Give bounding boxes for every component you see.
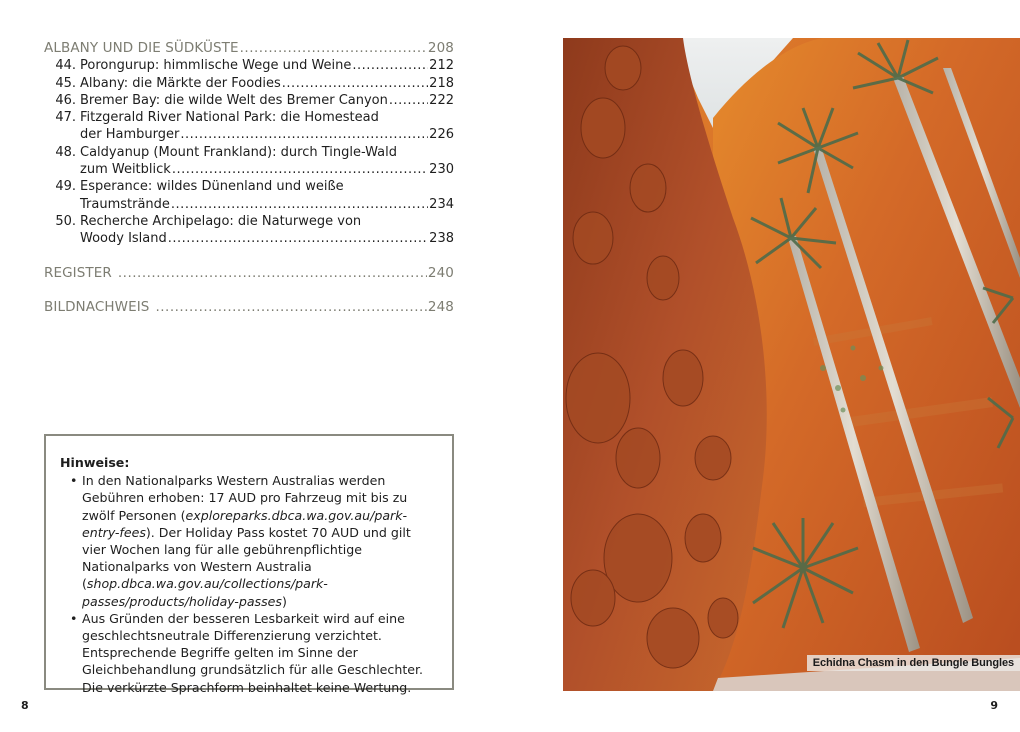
notice-item-language xyxy=(60,610,438,696)
notice-text: ). Der Holiday Pass kostet 70 AUD und gilt vier Wochen lang für alle gebührenpflichtige Nationalparks von Western Australia ( xyxy=(82,524,411,592)
toc-page-number: 240 xyxy=(427,264,454,281)
notice-text: Aus Gründen der besseren Lesbarkeit wird auf eine geschlechtsneutrale Differenzierung verzichtet. Entsprechende Begriffe gelten im Sinne der Gleichbehandlung grundsätzlich für alle Geschlechter. Die verkürzte Sprachform beinhaltet keine Wertung. xyxy=(82,610,424,695)
toc-page-number: 234 xyxy=(429,196,454,212)
toc-entry-number: 50. xyxy=(55,213,76,229)
toc-entry-title-continued: der Hamburger xyxy=(80,127,180,143)
toc-register[interactable] xyxy=(44,265,454,282)
page-number-left: 8 xyxy=(21,699,29,712)
toc-entry-title: Albany: die Märkte der Foodies xyxy=(80,75,281,91)
toc-page-number: 230 xyxy=(429,162,454,178)
toc-section-title: ALBANY UND DIE SÜDKÜSTE xyxy=(44,40,239,56)
leader-dots xyxy=(172,161,428,178)
toc-entry-title: Bremer Bay: die wilde Welt des Bremer Canyon xyxy=(80,92,388,108)
leader-dots xyxy=(180,126,428,143)
toc-entry-title: Porongurup: himmlische Wege und Weine xyxy=(80,58,352,74)
leader-dots xyxy=(118,265,427,282)
notice-box xyxy=(44,434,454,695)
holiday-pass-url[interactable]: shop.dbca.wa.gov.au/collections/park-passes/products/holiday-passes xyxy=(82,576,328,609)
toc-entry-title-continued: zum Weitblick xyxy=(80,162,171,178)
leader-dots xyxy=(168,230,428,247)
toc-entry-49[interactable] xyxy=(44,178,454,213)
toc-entry-47[interactable] xyxy=(44,109,454,144)
notice-title: Hinweise: xyxy=(60,455,130,470)
toc-entry-44[interactable] xyxy=(44,57,454,74)
notice-item-fees xyxy=(60,472,438,610)
notice-text: In den Nationalparks Western Australias werden Gebühren erhoben: 17 AUD pro Fahrzeug mit bis zu zwölf Personen ( xyxy=(82,473,408,523)
toc-entry-number: 45. xyxy=(55,75,76,91)
leader-dots xyxy=(389,92,428,109)
leader-dots xyxy=(155,299,426,316)
notice-text: ) xyxy=(282,593,287,609)
toc-entry-46[interactable] xyxy=(44,92,454,109)
toc-entry-title: Esperance: wildes Dünenland und weiße xyxy=(80,179,344,195)
toc-page-number: 238 xyxy=(429,231,454,247)
table-of-contents xyxy=(44,40,454,316)
entry-fees-url[interactable]: exploreparks.dbca.wa.gov.au/park-entry-fees xyxy=(82,507,408,540)
toc-entry-45[interactable] xyxy=(44,75,454,92)
toc-section-title: REGISTER xyxy=(44,264,112,281)
toc-page-number: 226 xyxy=(429,127,454,143)
page-number-right: 9 xyxy=(990,699,998,712)
toc-section-albany[interactable] xyxy=(44,40,454,57)
toc-bildnachweis[interactable] xyxy=(44,299,454,316)
leader-dots xyxy=(240,40,427,57)
toc-entry-title: Caldyanup (Mount Frankland): durch Tingle-Wald xyxy=(80,144,397,160)
leader-dots xyxy=(171,196,428,213)
toc-entry-title-continued: Woody Island xyxy=(80,231,167,247)
toc-entry-number: 48. xyxy=(55,144,76,160)
photo-caption: Echidna Chasm in den Bungle Bungles xyxy=(807,655,1020,671)
toc-entry-title-continued: Traumstrände xyxy=(80,196,170,212)
toc-page-number: 248 xyxy=(427,298,454,315)
gorge-photo xyxy=(563,38,1020,691)
toc-page-number: 212 xyxy=(429,58,454,74)
photo-illustration xyxy=(563,38,1020,691)
toc-page-number: 218 xyxy=(429,75,454,91)
right-page xyxy=(510,0,1020,732)
toc-entry-title: Recherche Archipelago: die Naturwege von xyxy=(80,213,362,229)
toc-entry-48[interactable] xyxy=(44,144,454,179)
leader-dots xyxy=(352,57,428,74)
toc-section-title: BILDNACHWEIS xyxy=(44,298,150,315)
toc-entry-number: 47. xyxy=(55,110,76,126)
toc-page-number: 208 xyxy=(427,40,454,56)
leader-dots xyxy=(282,75,428,92)
toc-entry-number: 44. xyxy=(55,58,76,74)
toc-page-number: 222 xyxy=(429,92,454,108)
notice-list xyxy=(60,472,438,696)
toc-entry-number: 46. xyxy=(55,92,76,108)
toc-entry-number: 49. xyxy=(55,179,76,195)
toc-entry-title: Fitzgerald River National Park: die Homestead xyxy=(80,110,379,126)
toc-entry-50[interactable] xyxy=(44,213,454,248)
